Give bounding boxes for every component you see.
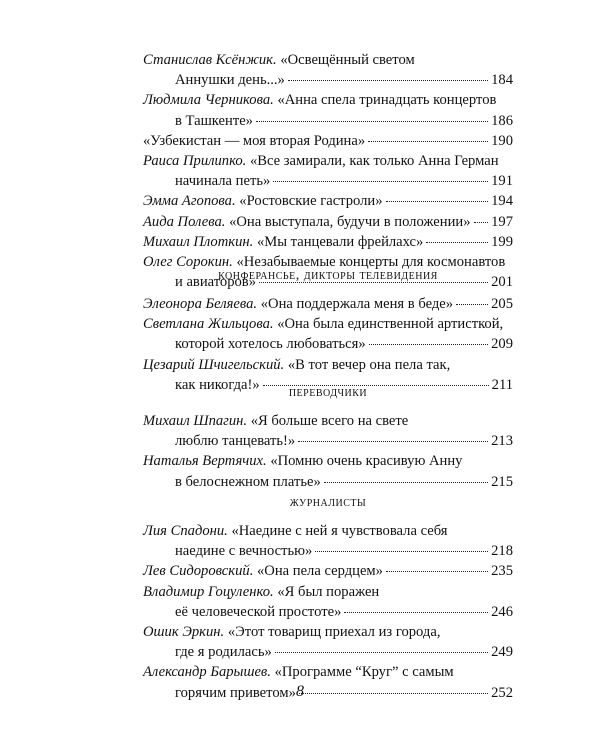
section-heading-journalists — [143, 495, 513, 511]
entry-page-number: 218 — [491, 543, 513, 560]
entry-title-cont: в белоснежном платье» — [175, 473, 321, 490]
leader-dots — [386, 571, 488, 572]
page-number: 8 — [296, 683, 304, 700]
entry-author: Раиса Прилипко. — [143, 153, 247, 170]
entry-page-number: 191 — [491, 173, 513, 190]
leader-dots — [324, 482, 488, 483]
leader-dots — [456, 304, 488, 305]
toc-entry — [143, 191, 513, 211]
entry-author: Михаил Шпагин. — [143, 413, 248, 429]
entry-author: Цезарий Шчигельский. — [143, 356, 285, 373]
leader-dots — [288, 80, 488, 81]
toc-group-3 — [143, 521, 513, 703]
entry-page-number: 186 — [491, 112, 513, 129]
section-heading-text: журналисты — [289, 495, 367, 510]
toc-group-2 — [143, 411, 513, 492]
entry-title-cont: начинала петь» — [175, 173, 271, 190]
entry-title: «Этот товарищ приехал из города, — [227, 624, 441, 641]
toc-group-0 — [143, 50, 513, 292]
entry-title: «Помню очень красивую Анну — [270, 453, 463, 470]
entry-page-number: 246 — [491, 603, 513, 620]
leader-dots — [368, 141, 488, 142]
entry-page-number: 201 — [491, 274, 513, 291]
entry-title: «Ростовские гастроли» — [239, 193, 383, 210]
leader-dots — [369, 344, 488, 345]
toc-entry — [143, 411, 513, 451]
entry-title: «Анна спела тринадцать концертов — [277, 92, 497, 109]
leader-dots — [315, 551, 488, 552]
entry-title: «Программе “Круг” с самым — [274, 664, 454, 681]
entry-title-cont: в Ташкенте» — [175, 112, 253, 129]
toc-entry — [143, 212, 513, 232]
entry-author: Олег Сорокин. — [143, 254, 233, 271]
leader-dots — [426, 242, 488, 243]
entry-author: Лия Спадони. — [143, 523, 228, 539]
toc-entry — [143, 232, 513, 252]
entry-title-cont: и авиаторов» — [175, 274, 256, 291]
entry-author: Наталья Вертячих. — [143, 453, 267, 470]
entry-title-cont: наедине с вечностью» — [175, 543, 313, 560]
entry-page-number: 213 — [491, 433, 513, 450]
entry-page-number: 190 — [491, 132, 513, 149]
entry-author: Аида Полева. — [143, 213, 226, 230]
entry-author: Михаил Плоткин. — [143, 233, 254, 250]
entry-title: «Наедине с ней я чувствовала себя — [231, 523, 448, 539]
entry-author: Лев Сидоровский. — [143, 563, 254, 580]
toc-entry — [143, 50, 513, 90]
entry-page-number: 215 — [491, 473, 513, 490]
entry-page-number: 205 — [491, 296, 513, 312]
entry-title: «Узбекистан — моя вторая Родина» — [143, 132, 366, 149]
entry-page-number: 252 — [491, 684, 513, 701]
entry-title-cont: где я родилась» — [175, 644, 272, 661]
entry-title: «Она была единственной артисткой, — [277, 316, 504, 333]
entry-title: «Она поддержала меня в беде» — [260, 296, 454, 312]
leader-dots — [474, 222, 489, 223]
section-heading-announcers — [143, 268, 513, 284]
toc-entry — [143, 151, 513, 191]
entry-page-number: 209 — [491, 336, 513, 353]
toc-entry — [143, 131, 513, 151]
entry-author: Александр Барышев. — [143, 664, 271, 681]
entry-title: «Я был поражен — [277, 583, 380, 600]
entry-title: «Незабываемые концерты для космонавтов — [236, 254, 506, 271]
entry-author: Станислав Ксёнжик. — [143, 52, 277, 68]
entry-title: «Освещённый светом — [280, 52, 415, 68]
entry-title: «Она выступала, будучи в положении» — [229, 213, 471, 230]
entry-title: «Мы танцевали фрейлахс» — [256, 233, 424, 250]
entry-title-cont: как никогда!» — [175, 376, 260, 393]
entry-author: Элеонора Беляева. — [143, 296, 258, 312]
toc-entry — [143, 314, 513, 354]
entry-author: Светлана Жильцова. — [143, 316, 274, 333]
entry-title: «В тот вечер она пела так, — [287, 356, 451, 373]
entry-author: Людмила Черникова. — [143, 92, 274, 109]
leader-dots — [344, 612, 488, 613]
entry-author: Эмма Агопова. — [143, 193, 236, 210]
entry-page-number: 199 — [491, 233, 513, 250]
toc-entry — [143, 90, 513, 130]
entry-page-number: 211 — [491, 376, 513, 393]
entry-page-number: 194 — [491, 193, 513, 210]
section-heading-text: переводчики — [288, 385, 368, 400]
section-heading-text: конферансье, дикторы телевидения — [218, 268, 438, 283]
entry-author: Ошик Эркин. — [143, 624, 225, 641]
toc-entry — [143, 521, 513, 561]
entry-page-number: 184 — [491, 72, 513, 89]
entry-title: «Все замирали, как только Анна Герман — [249, 153, 499, 170]
entry-page-number: 235 — [491, 563, 513, 580]
toc-entry — [143, 561, 513, 581]
entry-page-number: 249 — [491, 644, 513, 661]
toc-entry — [143, 582, 513, 622]
leader-dots — [275, 652, 488, 653]
entry-title-cont: её человеческой простоте» — [175, 603, 342, 620]
toc-entry — [143, 294, 513, 314]
entry-title-cont: горячим приветом» — [175, 684, 296, 701]
leader-dots — [298, 441, 488, 442]
toc-group-1 — [143, 294, 513, 395]
entry-title: «Я больше всего на свете — [250, 413, 409, 429]
leader-dots — [256, 121, 488, 122]
entry-title-cont: люблю танцевать!» — [175, 433, 296, 450]
entry-page-number: 197 — [491, 213, 513, 230]
leader-dots — [273, 181, 488, 182]
entry-title: «Она пела сердцем» — [257, 563, 383, 580]
leader-dots — [386, 201, 489, 202]
entry-author: Владимир Гоцуленко. — [143, 583, 274, 600]
toc-entry — [143, 622, 513, 662]
entry-title-cont: Аннушки день...» — [175, 72, 285, 89]
entry-title-cont: которой хотелось любоваться» — [175, 336, 366, 353]
toc-entry — [143, 451, 513, 491]
section-heading-translators — [143, 385, 513, 401]
